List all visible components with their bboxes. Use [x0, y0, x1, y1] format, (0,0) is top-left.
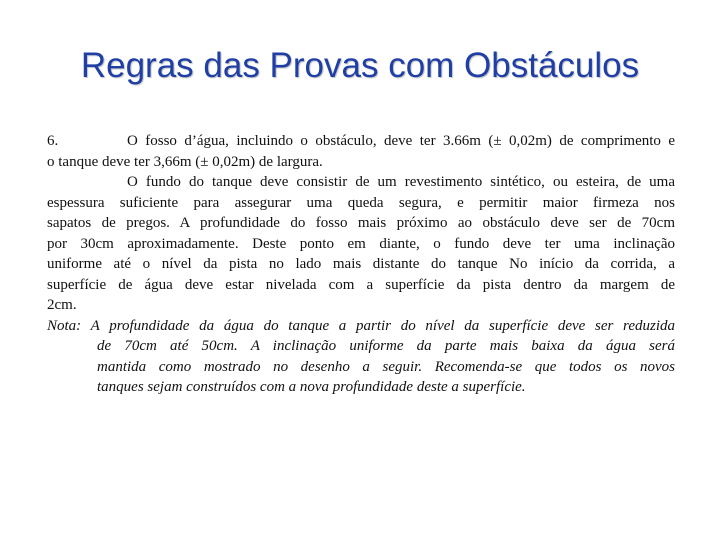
paragraph-line: 2cm. — [47, 297, 77, 313]
rule-line-2: o tanque deve ter 3,66m (± 0,02m) de largura. — [47, 153, 323, 170]
rule-line-1-text: O fosso d’água, incluindo o obstáculo, deve ter 3.66m (± 0,02m) de comprimento e — [127, 133, 675, 149]
paragraph-line: uniforme até o nível da pista no lado mais distante do tanque No início da corrida, a — [47, 256, 675, 272]
note-line: tanques sejam construídos com a nova profundidade deste a superfície. — [97, 379, 526, 395]
note-line: mantida como mostrado no desenho a seguir. Recomenda-se que todos os novos — [97, 358, 675, 375]
item-number: 6. — [47, 133, 59, 149]
rule-line-1 — [47, 131, 675, 152]
paragraph-line: sapatos de pregos. A profundidade do fosso mais próximo ao obstáculo deve ser de 70cm — [47, 215, 675, 231]
note-line: de 70cm até 50cm. A inclinação uniforme da parte mais baixa da água será — [97, 338, 675, 354]
note-line: Nota: A profundidade da água do tanque a partir do nível da superfície deve ser reduzida — [47, 317, 675, 334]
paragraph-line: espessura suficiente para assegurar uma queda segura, e permitir maior firmeza nos — [47, 194, 675, 211]
paragraph-line: O fundo do tanque deve consistir de um revestimento sintético, ou esteira, de uma — [127, 174, 675, 190]
slide-title: Regras das Provas com Obstáculos — [80, 46, 640, 85]
rule-text-block — [47, 131, 675, 398]
paragraph-line: superfície de água deve estar nivelada com a superfície da pista dentro da margem de — [47, 276, 675, 293]
paragraph-line: por 30cm aproximadamente. Deste ponto em diante, o fundo deve ter uma inclinação — [47, 235, 675, 252]
